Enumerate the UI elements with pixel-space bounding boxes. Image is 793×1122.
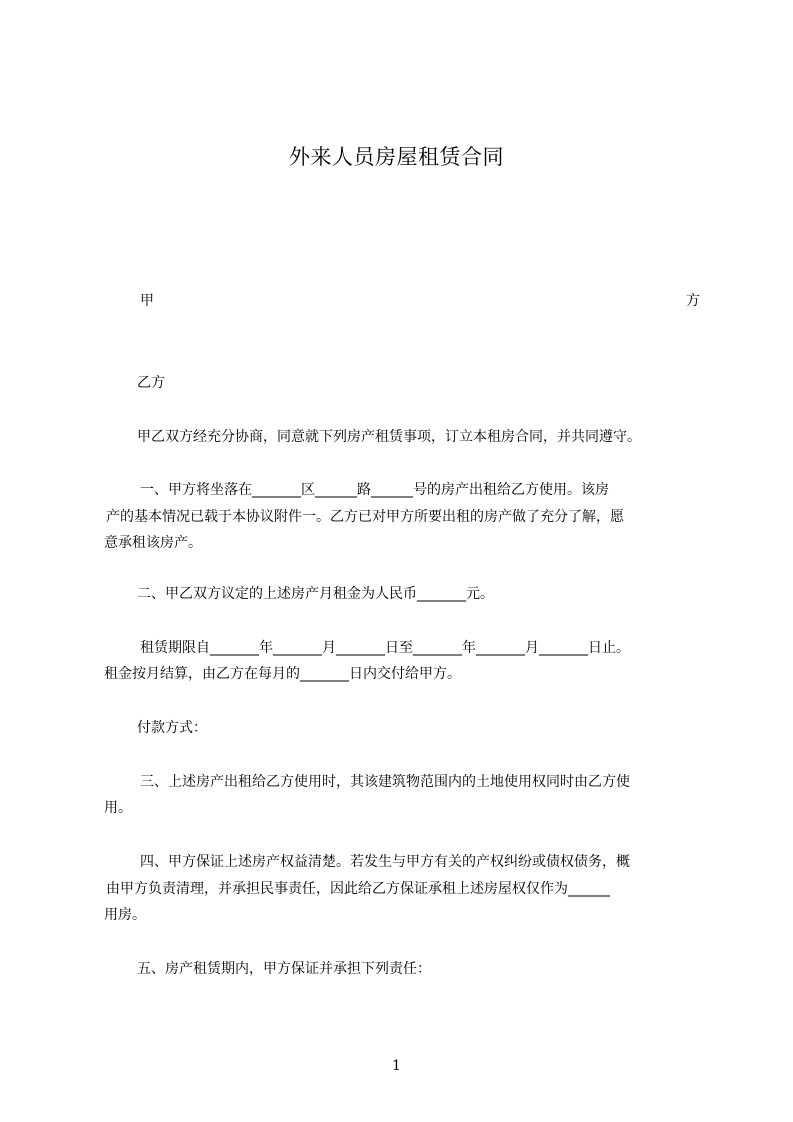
clause-1-line-2: 产的基本情况已载于本协议附件一。乙方已对甲方所要出租的房产做了充分了解，愿 [106, 509, 624, 525]
clause-3-line-2: 用。 [104, 800, 132, 816]
clause-1-line-1: 一、甲方将坐落在_______区______路______号的房产出租给乙方使用。该房 [140, 482, 609, 498]
term-line-1: 租赁期限自_______年_______月_______日至_______年_______月_______日止。 [140, 640, 630, 656]
clause-1-line-3: 意承租该房产。 [104, 535, 202, 551]
clause-5: 五、房产租赁期内，甲方保证并承担下列责任： [137, 961, 431, 977]
payment-method-label: 付款方式： [137, 720, 207, 736]
intro-paragraph: 甲乙双方经充分协商，同意就下列房产租赁事项，订立本租房合同，并共同遵守。 [137, 429, 641, 445]
party-a-label-left: 甲 [140, 293, 154, 309]
clause-4-line-3: 用房。 [104, 907, 146, 923]
clause-3-line-1: 三、上述房产出租给乙方使用时，其该建筑物范围内的土地使用权同时由乙方使 [140, 774, 630, 790]
clause-2: 二、甲乙双方议定的上述房产月租金为人民币_______元。 [137, 586, 494, 602]
party-b-label: 乙方 [137, 375, 165, 391]
party-a-label-right: 方 [686, 293, 700, 309]
term-line-2: 租金按月结算，由乙方在每月的_______日内交付给甲方。 [104, 666, 461, 682]
clause-4-line-1: 四、甲方保证上述房产权益清楚。若发生与甲方有关的产权纠纷或债权债务，概 [140, 854, 630, 870]
page-number: 1 [392, 1058, 401, 1074]
clause-4-line-2: 由甲方负责清理，并承担民事责任，因此给乙方保证承租上述房屋权仅作为______ [106, 881, 610, 897]
document-title: 外来人员房屋租赁合同 [289, 145, 504, 169]
